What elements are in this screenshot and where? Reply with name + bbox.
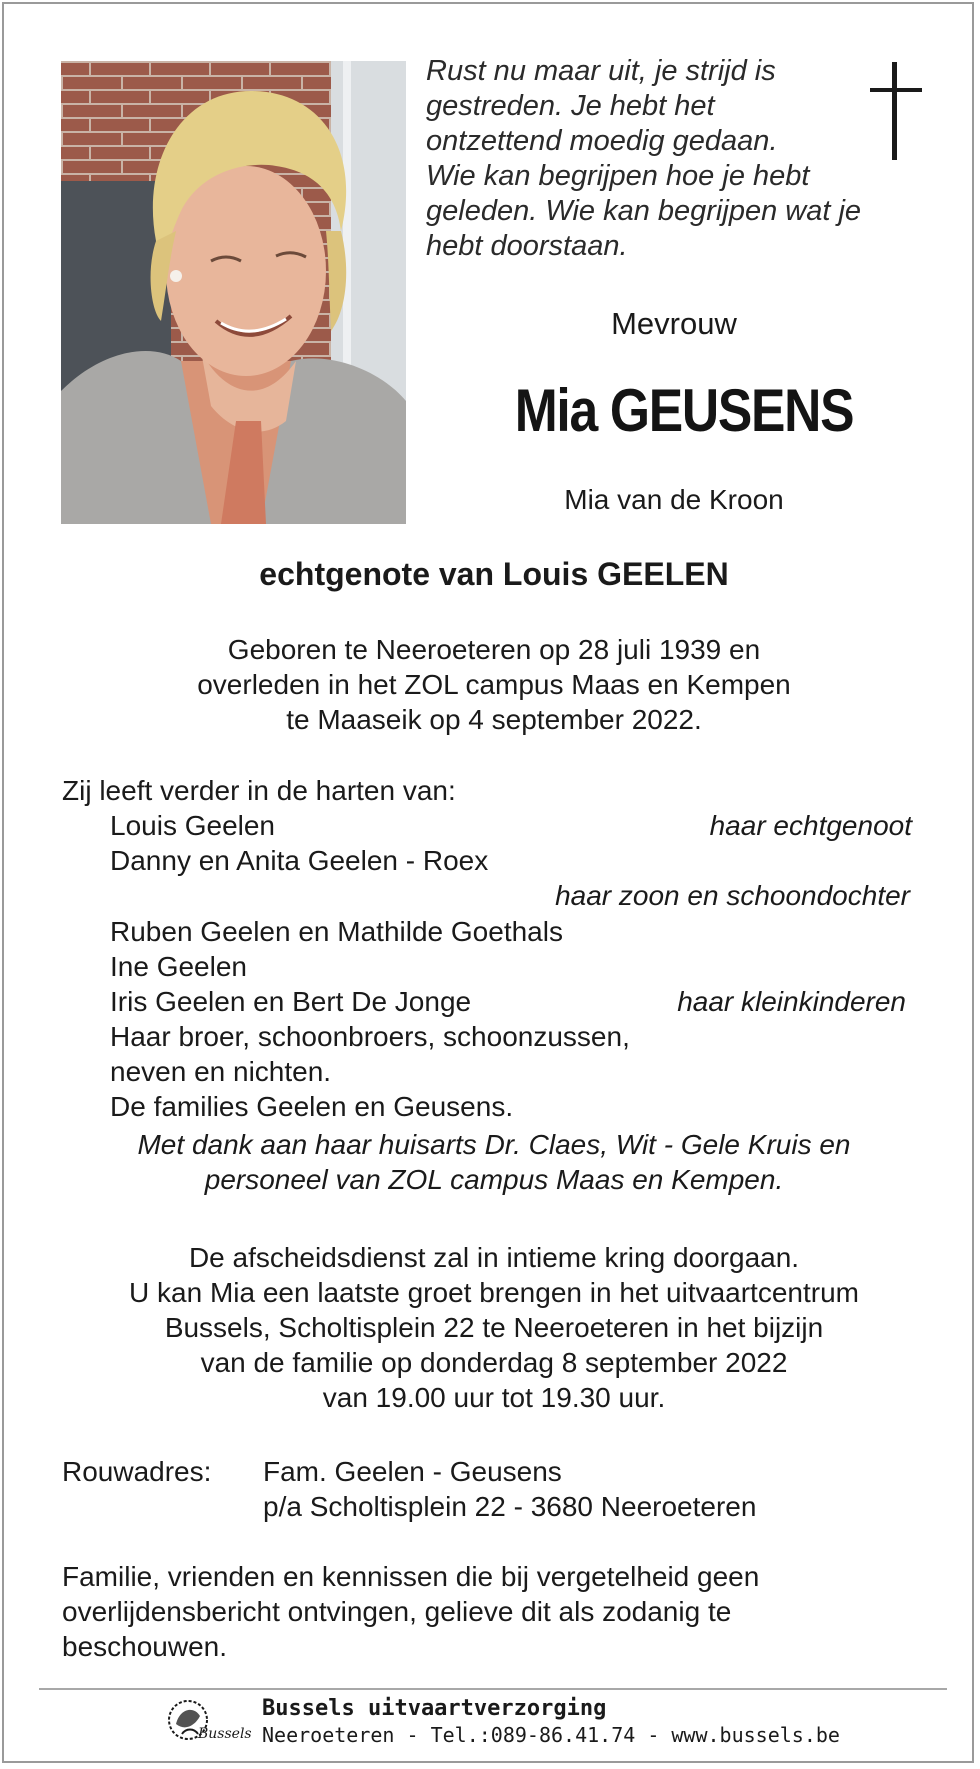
notice-line: beschouwen. xyxy=(62,1631,228,1662)
survivor-role: haar zoon en schoondochter xyxy=(555,880,910,911)
cross-icon xyxy=(866,62,926,167)
survivors-heading: Zij leeft verder in de harten van: xyxy=(62,775,456,806)
bussels-logo xyxy=(164,1694,254,1751)
service-line: U kan Mia een laatste groet brengen in het uitvaartcentrum xyxy=(129,1277,859,1308)
notice-line: Familie, vrienden en kennissen die bij vergetelheid geen xyxy=(62,1561,760,1592)
survivor-name: Iris Geelen en Bert De Jonge xyxy=(110,986,472,1017)
service-line: De afscheidsdienst zal in intieme kring doorgaan. xyxy=(188,1242,800,1273)
survivor-name: De families Geelen en Geusens. xyxy=(110,1091,514,1122)
notice-text xyxy=(62,1559,759,1664)
spouse-line: echtgenote van Louis GEELEN xyxy=(259,556,729,592)
address-line: p/a Scholtisplein 22 - 3680 Neeroeteren xyxy=(263,1491,757,1522)
survivor-name: Ruben Geelen en Mathilde Goethals xyxy=(110,916,563,947)
service-line: van de familie op donderdag 8 september 2022 xyxy=(200,1347,788,1378)
footer-divider xyxy=(39,1688,947,1690)
deceased-alias: Mia van de Kroon xyxy=(564,484,784,515)
service-line: van 19.00 uur tot 19.30 uur. xyxy=(322,1382,666,1413)
poem-line: gestreden. Je hebt het xyxy=(426,90,715,122)
poem-text xyxy=(426,54,866,264)
survivor-name: Ine Geelen xyxy=(110,951,247,982)
thanks-line: personeel van ZOL campus Maas en Kempen. xyxy=(204,1164,784,1195)
survivor-name: Danny en Anita Geelen - Roex xyxy=(110,845,489,876)
poem-line: geleden. Wie kan begrijpen wat je xyxy=(426,195,862,227)
company-name: Bussels uitvaartverzorging xyxy=(262,1696,607,1721)
notice-line: overlijdensbericht ontvingen, gelieve dit als zodanig te xyxy=(62,1596,732,1627)
survivor-role: haar echtgenoot xyxy=(709,810,912,841)
poem-line: Wie kan begrijpen hoe je hebt xyxy=(426,160,810,192)
address-line: Fam. Geelen - Geusens xyxy=(263,1456,562,1487)
mourning-address xyxy=(263,1454,756,1524)
portrait-photo xyxy=(61,61,406,524)
thanks-text xyxy=(4,1127,980,1197)
company-contact: Neeroeteren - Tel.:089-86.41.74 - www.bussels.be xyxy=(262,1723,840,1747)
survivor-name: Louis Geelen xyxy=(110,810,276,841)
birth-death-line: te Maaseik op 4 september 2022. xyxy=(286,704,702,735)
service-info xyxy=(4,1240,980,1415)
survivor-role: haar kleinkinderen xyxy=(677,986,906,1017)
death-notice-card xyxy=(2,2,974,1763)
poem-line: Rust nu maar uit, je strijd is xyxy=(426,55,776,87)
honorific-title: Mevrouw xyxy=(611,306,737,341)
survivor-name: neven en nichten. xyxy=(110,1056,332,1087)
portrait-illustration xyxy=(61,61,406,524)
thanks-line: Met dank aan haar huisarts Dr. Claes, Wit - Gele Kruis en xyxy=(137,1129,851,1160)
service-line: Bussels, Scholtisplein 22 te Neeroeteren in het bijzijn xyxy=(164,1312,824,1343)
survivor-name: Haar broer, schoonbroers, schoonzussen, xyxy=(110,1021,630,1052)
birth-death-info xyxy=(4,632,980,737)
logo-text: Bussels xyxy=(198,1726,252,1742)
mourning-address-label: Rouwadres: xyxy=(62,1456,212,1487)
deceased-name: Mia GEUSENS xyxy=(514,377,854,444)
poem-line: ontzettend moedig gedaan. xyxy=(426,125,778,157)
birth-death-line: Geboren te Neeroeteren op 28 juli 1939 en xyxy=(227,634,761,665)
birth-death-line: overleden in het ZOL campus Maas en Kempen xyxy=(197,669,791,700)
poem-line: hebt doorstaan. xyxy=(426,230,628,262)
